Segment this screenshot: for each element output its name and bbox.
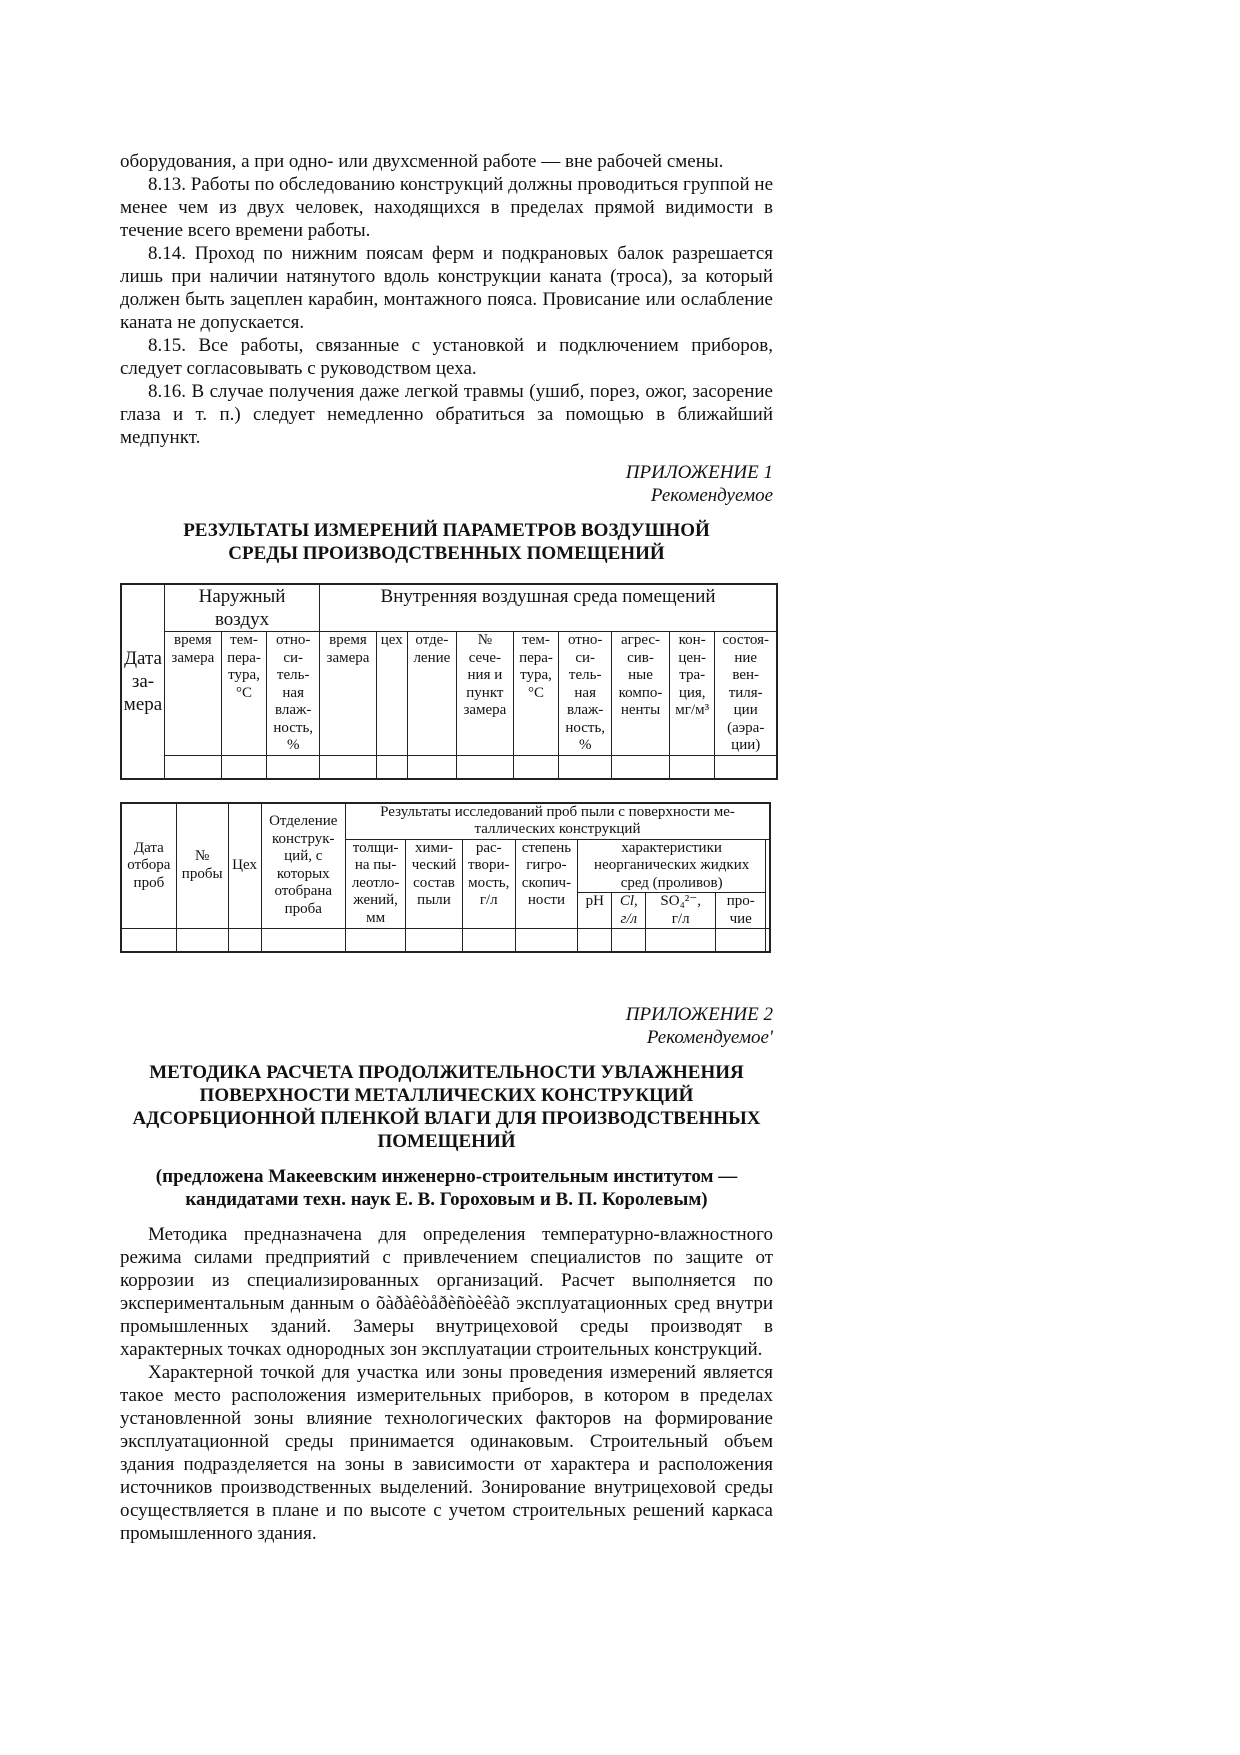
col-header: время замера bbox=[165, 632, 222, 756]
header-inner-air: Внутренняя воздушная среда помещений bbox=[320, 584, 777, 632]
header-sample-no: № пробы bbox=[176, 803, 228, 929]
header-liquids: характеристики неорганических жидких сред (проливов) bbox=[578, 839, 766, 893]
col-header: состоя- ние вен- тиля- ции (аэра- ции) bbox=[715, 632, 777, 756]
appendix1-title: РЕЗУЛЬТАТЫ ИЗМЕРЕНИЙ ПАРАМЕТРОВ ВОЗДУШНОЙ СРЕДЫ ПРОИЗВОДСТВЕННЫХ ПОМЕЩЕНИЙ bbox=[183, 520, 710, 564]
header-so4: SO₄²⁻, г/л bbox=[646, 893, 716, 929]
table-row bbox=[121, 755, 777, 779]
paragraph: Методика предназначена для определения температурно-влажностного режима силами предприятий с привлечением специалистов по защите от коррозии из специализированных организаций. Расчет выполняется по экспериментальным данным о õàðàêòåðèñòèêàõ эксплуатационных сред внутри промышленных зданий. Замеры внутрицеховой среды производят в характерных точках однородных зон эксплуатации строительных конструкций. bbox=[120, 1224, 773, 1360]
header-shop: Цех bbox=[228, 803, 261, 929]
header-ph: pH bbox=[578, 893, 612, 929]
header-date: Дата за- мера bbox=[121, 584, 165, 779]
page-content bbox=[120, 150, 773, 1545]
header-outer-air: Наружный воздух bbox=[165, 584, 320, 632]
paragraph-8-13: 8.13. Работы по обследованию конструкций должны проводиться группой не менее чем из двух человек, находящихся в пределах прямой видимости в течение всего времени работы. bbox=[120, 174, 773, 241]
header-results: Результаты исследований проб пыли с поверхности ме- таллических конструкций bbox=[346, 803, 770, 840]
header-cl: Cl, г/л bbox=[612, 893, 646, 929]
col-header: № сече- ния и пункт замера bbox=[457, 632, 514, 756]
col-header: кон- цен- тра- ция, мг/м³ bbox=[669, 632, 715, 756]
col-header: тем- пера- тура, °С bbox=[221, 632, 267, 756]
header-section: Отделение конструк- ций, с которых отобрана проба bbox=[261, 803, 346, 929]
paragraph: Характерной точкой для участка или зоны проведения измерений является такое место расположения измерительных приборов, в котором в пределах установленной зоны влияние технологических факторов на формирование эксплуатационной среды принимается одинаковым. Строительный объем здания подразделяется на зоны в зависимости от характера и расположения источников производственных выделений. Зонирование внутрицеховой среды осуществляется в плане и по высоте с учетом строительных решений каркаса промышленного здания. bbox=[120, 1362, 773, 1544]
paragraph: оборудования, а при одно- или двухсменной работе — вне рабочей смены. bbox=[120, 151, 724, 172]
paragraph-8-14: 8.14. Проход по нижним поясам ферм и подкрановых балок разрешается лишь при наличии натянутого вдоль конструкции каната (троса), за который должен быть зацеплен карабин, монтажного пояса. Провисание или ослабление каната не допускается. bbox=[120, 243, 773, 333]
header-other: про- чие bbox=[716, 893, 766, 929]
header-thickness: толщи- на пы- леотло- жений, мм bbox=[346, 839, 406, 929]
col-header: время замера bbox=[320, 632, 377, 756]
col-header: агрес- сив- ные компо- ненты bbox=[612, 632, 670, 756]
col-header: отде- ление bbox=[407, 632, 456, 756]
appendix2-status: Рекомендуемое' bbox=[646, 1027, 773, 1048]
table-row bbox=[121, 929, 770, 953]
header-date: Дата отбора проб bbox=[121, 803, 176, 929]
appendix2-title: МЕТОДИКА РАСЧЕТА ПРОДОЛЖИТЕЛЬНОСТИ УВЛАЖНЕНИЯ ПОВЕРХНОСТИ МЕТАЛЛИЧЕСКИХ КОНСТРУКЦИЙ АДСОРБЦИОННОЙ ПЛЕНКОЙ ВЛАГИ ДЛЯ ПРОИЗВОДСТВЕННЫХ ПОМЕЩЕНИЙ bbox=[132, 1062, 761, 1152]
header-chemical: хими- ческий состав пыли bbox=[406, 839, 463, 929]
air-measurements-table bbox=[120, 583, 778, 780]
header-hygroscopicity: степень гигро- скопич- ности bbox=[515, 839, 577, 929]
paragraph-8-15: 8.15. Все работы, связанные с установкой и подключением приборов, следует согласовывать с руководством цеха. bbox=[120, 335, 773, 379]
appendix1-status: Рекомендуемое bbox=[650, 485, 773, 506]
appendix2-label: ПРИЛОЖЕНИЕ 2 bbox=[625, 1004, 773, 1025]
dust-samples-table bbox=[120, 802, 771, 954]
appendix2-subtitle: (предложена Макеевским инженерно-строительным институтом — кандидатами техн. наук Е. В. Гороховым и В. П. Королевым) bbox=[155, 1166, 738, 1210]
col-header: цех bbox=[376, 632, 407, 756]
col-header: тем- пера- тура, °С bbox=[513, 632, 559, 756]
header-solubility: рас- твори- мость, г/л bbox=[462, 839, 515, 929]
col-header: отно- си- тель- ная влаж- ность, % bbox=[267, 632, 320, 756]
appendix1-label: ПРИЛОЖЕНИЕ 1 bbox=[625, 462, 773, 483]
col-header: отно- си- тель- ная влаж- ность, % bbox=[559, 632, 612, 756]
paragraph-8-16: 8.16. В случае получения даже легкой травмы (ушиб, порез, ожог, засорение глаза и т. п.) следует немедленно обратиться за помощью в ближайший медпункт. bbox=[120, 381, 773, 448]
